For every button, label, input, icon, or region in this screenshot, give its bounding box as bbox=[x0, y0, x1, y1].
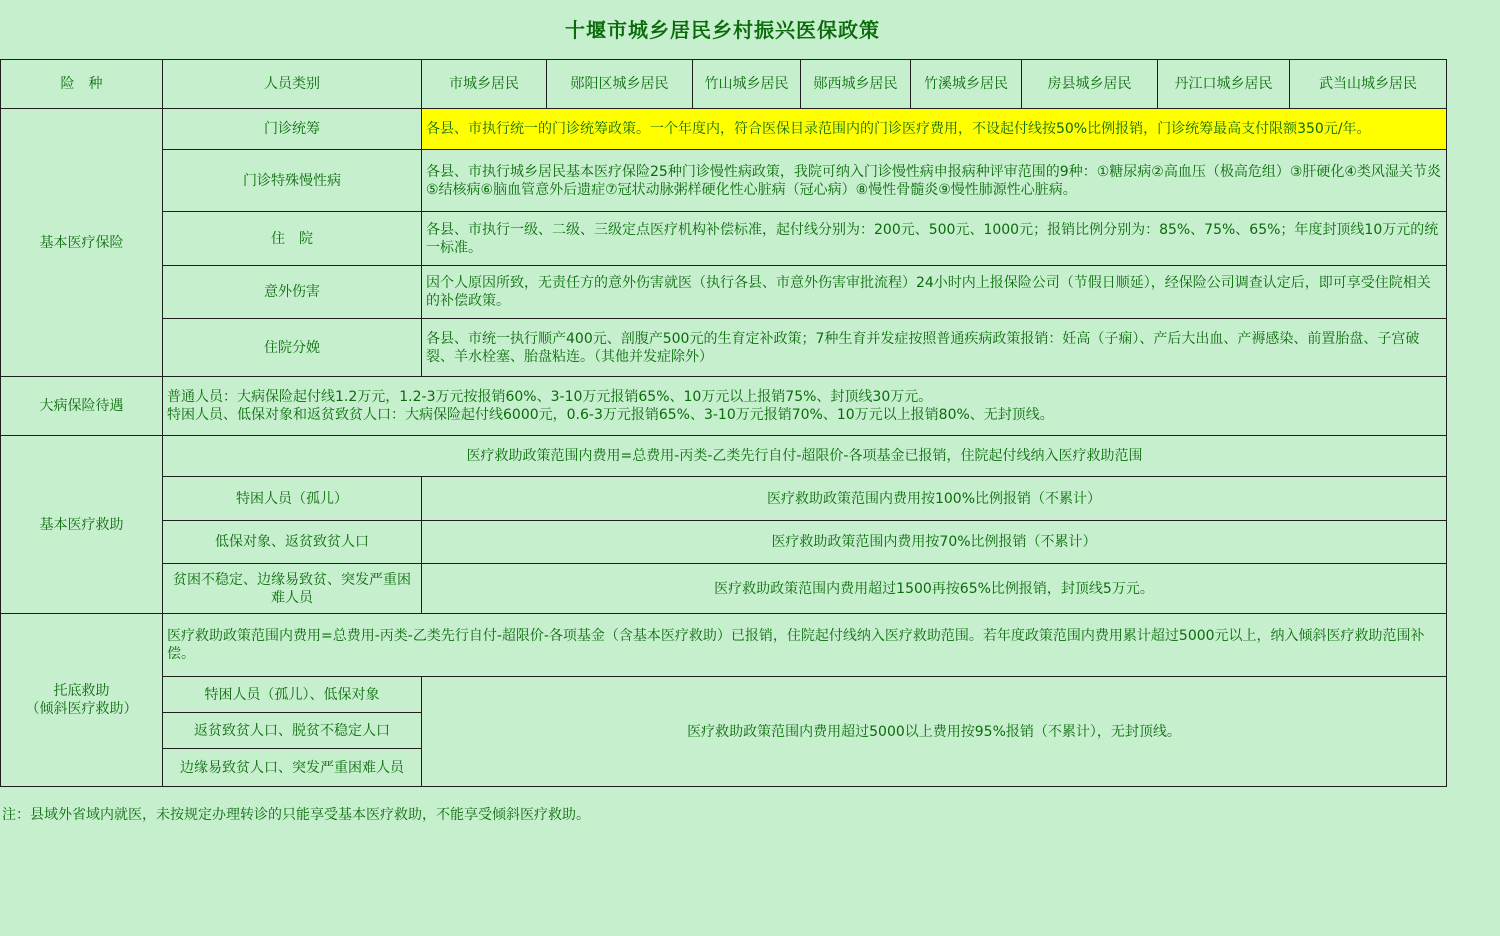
policy-table bbox=[0, 59, 1447, 787]
table-row bbox=[1, 521, 1447, 564]
header-insurance-type: 险 种 bbox=[1, 60, 163, 109]
policy-cell: 医疗救助政策范围内费用按70%比例报销（不累计） bbox=[422, 521, 1447, 564]
policy-cell: 医疗救助政策范围内费用超过5000以上费用按95%报销（不累计），无封顶线。 bbox=[422, 677, 1447, 787]
section-label-critical-illness: 大病保险待遇 bbox=[1, 377, 163, 436]
category-cell: 门诊统筹 bbox=[163, 109, 422, 150]
table-row bbox=[1, 266, 1447, 319]
category-cell: 门诊特殊慢性病 bbox=[163, 150, 422, 212]
table-row bbox=[1, 109, 1447, 150]
header-region: 郧西城乡居民 bbox=[801, 60, 911, 109]
category-cell: 意外伤害 bbox=[163, 266, 422, 319]
category-cell: 返贫致贫人口、脱贫不稳定人口 bbox=[163, 713, 422, 749]
policy-cell: 医疗救助政策范围内费用按100%比例报销（不累计） bbox=[422, 477, 1447, 521]
table-row bbox=[1, 319, 1447, 377]
policy-cell: 医疗救助政策范围内费用超过1500再按65%比例报销，封顶线5万元。 bbox=[422, 564, 1447, 614]
policy-cell: 各县、市执行一级、二级、三级定点医疗机构补偿标准，起付线分别为：200元、500元、1000元；报销比例分别为：85%、75%、65%；年度封顶线10万元的统一标准。 bbox=[422, 212, 1447, 266]
section-label-line: 托底救助 bbox=[53, 683, 110, 699]
header-region: 竹溪城乡居民 bbox=[911, 60, 1022, 109]
page-title: 十堰市城乡居民乡村振兴医保政策 bbox=[565, 18, 880, 42]
section-label-line: （倾斜医疗救助） bbox=[25, 701, 138, 717]
table-row bbox=[1, 614, 1447, 677]
category-cell: 特困人员（孤儿）、低保对象 bbox=[163, 677, 422, 713]
category-cell: 边缘易致贫人口、突发严重困难人员 bbox=[163, 749, 422, 787]
category-cell: 住 院 bbox=[163, 212, 422, 266]
header-region: 丹江口城乡居民 bbox=[1158, 60, 1290, 109]
header-region: 房县城乡居民 bbox=[1022, 60, 1158, 109]
category-cell: 特困人员（孤儿） bbox=[163, 477, 422, 521]
category-cell: 低保对象、返贫致贫人口 bbox=[163, 521, 422, 564]
formula-cell: 医疗救助政策范围内费用=总费用-丙类-乙类先行自付-超限价-各项基金已报销，住院起付线纳入医疗救助范围 bbox=[163, 436, 1447, 477]
policy-cell bbox=[163, 377, 1447, 436]
category-cell: 住院分娩 bbox=[163, 319, 422, 377]
table-row bbox=[1, 377, 1447, 436]
table-row bbox=[1, 150, 1447, 212]
header-region: 竹山城乡居民 bbox=[693, 60, 801, 109]
policy-cell-highlighted: 各县、市执行统一的门诊统筹政策。一个年度内，符合医保目录范围内的门诊医疗费用，不设起付线按50%比例报销，门诊统筹最高支付限额350元/年。 bbox=[422, 109, 1447, 150]
category-cell: 贫困不稳定、边缘易致贫、突发严重困难人员 bbox=[163, 564, 422, 614]
policy-cell: 因个人原因所致，无责任方的意外伤害就医（执行各县、市意外伤害审批流程）24小时内上报保险公司（节假日顺延），经保险公司调查认定后，即可享受住院相关的补偿政策。 bbox=[422, 266, 1447, 319]
header-person-category: 人员类别 bbox=[163, 60, 422, 109]
table-row bbox=[1, 477, 1447, 521]
header-row bbox=[1, 60, 1447, 109]
policy-cell: 各县、市执行城乡居民基本医疗保险25种门诊慢性病政策，我院可纳入门诊慢性病申报病种评审范围的9种：①糖尿病②高血压（极高危组）③肝硬化④类风湿关节炎⑤结核病⑥脑血管意外后遗症⑦冠状动脉粥样硬化性心脏病（冠心病）⑧慢性骨髓炎⑨慢性肺源性心脏病。 bbox=[422, 150, 1447, 212]
table-row bbox=[1, 564, 1447, 614]
table-row bbox=[1, 436, 1447, 477]
footnote: 注：县域外省域内就医，未按规定办理转诊的只能享受基本医疗救助，不能享受倾斜医疗救助。 bbox=[2, 807, 590, 823]
policy-cell: 各县、市统一执行顺产400元、剖腹产500元的生育定补政策；7种生育并发症按照普通疾病政策报销：妊高（子痫）、产后大出血、产褥感染、前置胎盘、子宫破裂、羊水栓塞、胎盘粘连。（其他并发症除外） bbox=[422, 319, 1447, 377]
formula-cell: 医疗救助政策范围内费用=总费用-丙类-乙类先行自付-超限价-各项基金（含基本医疗救助）已报销，住院起付线纳入医疗救助范围。若年度政策范围内费用累计超过5000元以上，纳入倾斜医疗救助范围补偿。 bbox=[163, 614, 1447, 677]
header-region: 武当山城乡居民 bbox=[1290, 60, 1447, 109]
section-label-basic-assistance: 基本医疗救助 bbox=[1, 436, 163, 614]
section-label-fallback-assistance bbox=[1, 614, 163, 787]
header-region: 郧阳区城乡居民 bbox=[547, 60, 693, 109]
header-region: 市城乡居民 bbox=[422, 60, 547, 109]
table-row bbox=[1, 677, 1447, 713]
table-row bbox=[1, 212, 1447, 266]
critical-illness-line: 特困人员、低保对象和返贫致贫人口：大病保险起付线6000元，0.6-3万元报销65%、3-10万元报销70%、10万元以上报销80%、无封顶线。 bbox=[167, 407, 1054, 423]
section-label-basic-medical: 基本医疗保险 bbox=[1, 109, 163, 377]
critical-illness-line: 普通人员：大病保险起付线1.2万元，1.2-3万元按报销60%、3-10万元报销65%、10万元以上报销75%、封顶线30万元。 bbox=[167, 389, 933, 405]
